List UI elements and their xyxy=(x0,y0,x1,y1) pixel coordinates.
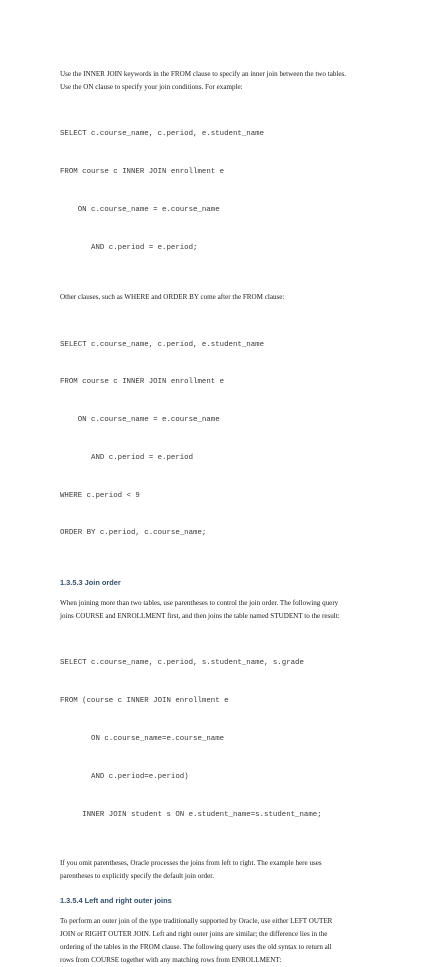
paragraph-other-clauses xyxy=(60,291,385,304)
paragraph-join-order xyxy=(60,597,385,623)
code-line: SELECT c.course_name, c.period, s.student_name, s.grade xyxy=(60,659,304,668)
section-heading-outer-joins: 1.3.5.4 Left and right outer joins xyxy=(60,896,172,906)
text-line: If you omit parentheses, Oracle processes the joins from left to right. The example here uses xyxy=(60,859,322,868)
code-line: WHERE c.period < 9 xyxy=(60,491,140,500)
code-line: AND c.period = e.period; xyxy=(60,243,198,252)
code-line: ON c.course_name = e.course_name xyxy=(60,416,220,425)
code-line: ON c.course_name=e.course_name xyxy=(60,734,225,743)
paragraph-omit-parentheses xyxy=(60,857,385,883)
code-line: FROM course c INNER JOIN enrollment e xyxy=(60,378,225,387)
section-heading-join-order: 1.3.5.3 Join order xyxy=(60,578,121,588)
text-line: JOIN or RIGHT OUTER JOIN. Left and right outer joins are similar; the difference lies in the xyxy=(60,930,328,939)
code-line: AND c.period = e.period xyxy=(60,453,194,462)
text-line: ordering of the tables in the FROM clause. The following query uses the old syntax to return all xyxy=(60,943,332,952)
text-line: Use the INNER JOIN keywords in the FROM clause to specify an inner join between the two tables. xyxy=(60,70,347,78)
code-block-where-order-by xyxy=(60,313,385,565)
text-line: When joining more than two tables, use parentheses to control the join order. The following query xyxy=(60,599,339,608)
text-line: parentheses to explicitly specify the default join order. xyxy=(60,872,215,881)
paragraph-inner-join-intro xyxy=(60,68,385,94)
code-line: FROM (course c INNER JOIN enrollment e xyxy=(60,697,229,706)
code-line: INNER JOIN student s ON e.student_name=s.student_name; xyxy=(60,810,322,819)
text-line: Other clauses, such as WHERE and ORDER BY come after the FROM clause: xyxy=(60,293,285,302)
code-block-inner-join xyxy=(60,103,385,279)
code-line: ON c.course_name = e.course_name xyxy=(60,205,220,214)
text-line: Use the ON clause to specify your join conditions. For example: xyxy=(60,83,243,91)
paragraph-outer-joins xyxy=(60,915,385,967)
code-line: SELECT c.course_name, c.period, e.student_name xyxy=(60,130,265,139)
page-content xyxy=(60,68,385,967)
text-line: To perform an outer join of the type traditionally supported by Oracle, use either LEFT OUTER xyxy=(60,917,333,926)
code-block-parentheses-join xyxy=(60,632,385,846)
code-line: ORDER BY c.period, c.course_name; xyxy=(60,529,207,538)
code-line: SELECT c.course_name, c.period, e.student_name xyxy=(60,340,265,349)
code-line: AND c.period=e.period) xyxy=(60,772,189,781)
text-line: rows from COURSE together with any matching rows from ENROLLMENT: xyxy=(60,956,282,965)
text-line: joins COURSE and ENROLLMENT first, and then joins the table named STUDENT to the result: xyxy=(60,612,340,621)
code-line: FROM course c INNER JOIN enrollment e xyxy=(60,167,225,176)
